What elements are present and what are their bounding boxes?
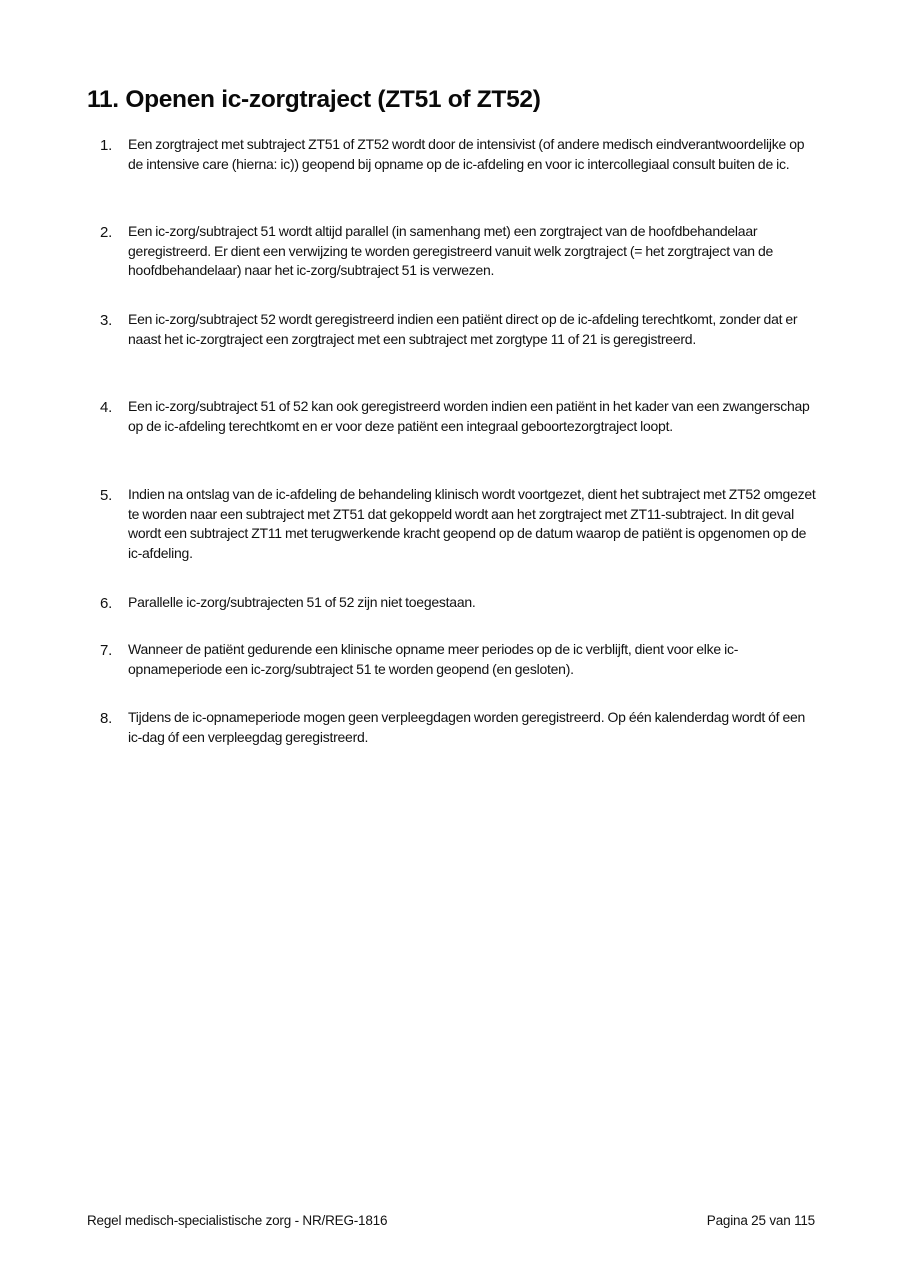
rule-number: 1.: [100, 137, 113, 154]
rule-item-4: [100, 397, 820, 436]
rule-number: 2.: [100, 224, 113, 241]
rule-item-6: [100, 593, 820, 614]
rule-number: 4.: [100, 399, 113, 416]
rule-number: 8.: [100, 710, 113, 727]
rule-item-1: [100, 135, 820, 174]
rule-text: Een ic-zorg/subtraject 52 wordt geregistreerd indien een patiënt direct op de ic-afdeling terechtkomt, zonder dat er naast het ic-zorgtraject een zorgtraject met een subtraject met zorgtype 11 of 21 is geregistreerd.: [128, 311, 798, 347]
rule-text: Tijdens de ic-opnameperiode mogen geen verpleegdagen worden geregistreerd. Op één kalenderdag wordt óf een ic-dag óf een verpleegdag geregistreerd.: [128, 709, 806, 745]
rule-text: Indien na ontslag van de ic-afdeling de behandeling klinisch wordt voortgezet, dient het subtraject met ZT52 omgezet te worden naar een subtraject met ZT51 dat gekoppeld wordt aan het zorgtraject met ZT11-subtraject. In dit geval wordt een subtraject ZT11 met terugwerkende kracht geopend op de datum waarop de patiënt is opgenomen op de ic-afdeling.: [128, 486, 816, 561]
footer-document-name: Regel medisch-specialistische zorg - NR/REG-1816: [87, 1213, 388, 1228]
rule-item-5: [100, 485, 820, 563]
rule-item-8: [100, 708, 820, 747]
rule-item-3: [100, 310, 820, 349]
rule-number: 5.: [100, 487, 113, 504]
rule-text: Een ic-zorg/subtraject 51 of 52 kan ook geregistreerd worden indien een patiënt in het kader van een zwangerschap op de ic-afdeling terechtkomt en er voor deze patiënt een integraal geboortezorgtraject loopt.: [128, 398, 810, 434]
rule-number: 3.: [100, 312, 113, 329]
page-title: 11. Openen ic-zorgtraject (ZT51 of ZT52): [87, 86, 541, 113]
footer-page-indicator: Pagina 25 van 115: [706, 1213, 815, 1228]
page-footer: [87, 1213, 815, 1228]
rule-text: Parallelle ic-zorg/subtrajecten 51 of 52 zijn niet toegestaan.: [128, 594, 476, 610]
rule-text: Wanneer de patiënt gedurende een klinische opname meer periodes op de ic verblijft, dient voor elke ic-opnameperiode een ic-zorg/subtraject 51 te worden geopend (en gesloten).: [128, 641, 739, 677]
rule-item-2: [100, 222, 820, 281]
rule-text: Een ic-zorg/subtraject 51 wordt altijd parallel (in samenhang met) een zorgtraject van de hoofdbehandelaar geregistreerd. Er dient een verwijzing te worden geregistreerd vanuit welk zorgtraject (= het zorgtraject van de hoofdbehandelaar) naar het ic-zorg/subtraject 51 is verwezen.: [128, 223, 774, 278]
rule-number: 7.: [100, 642, 113, 659]
rule-number: 6.: [100, 595, 113, 612]
rule-text: Een zorgtraject met subtraject ZT51 of ZT52 wordt door de intensivist (of andere medisch eindverantwoordelijke op de intensive care (hierna: ic)) geopend bij opname op de ic-afdeling en voor ic intercollegiaal consult buiten de ic.: [128, 136, 805, 172]
rule-item-7: [100, 640, 820, 679]
